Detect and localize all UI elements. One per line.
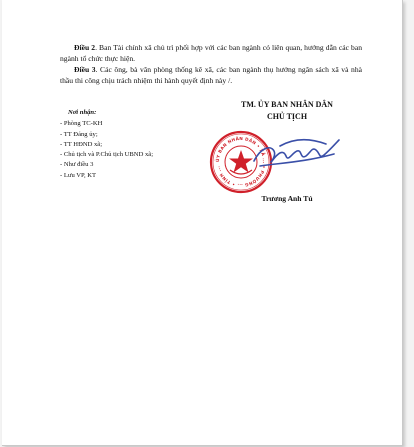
- decision-articles: [60, 42, 362, 86]
- article-text: . Ban Tài chính xã chủ trì phối hợp với các ban ngành có liên quan, hướng dẫn các ban ngành tổ chức thực hiện.: [60, 43, 363, 63]
- signer-name: Trương Anh Tú: [261, 194, 313, 203]
- article-label: Điều 3: [74, 65, 96, 74]
- recipients-list: [60, 119, 153, 181]
- recipient-item: - Chủ tịch và P.Chủ tịch UBND xã;: [60, 151, 154, 159]
- document-page: [2, 0, 403, 446]
- article-text: . Các ông, bà văn phòng thống kê xã, các ban ngành thụ hưởng ngân sách xã và nhà thầu thi công chịu trách nhiệm thi hành quyết định này /.: [60, 65, 362, 85]
- handwritten-signature-icon: [250, 134, 342, 176]
- signing-organization: TM. ỦY BAN NHÂN DÂN: [241, 100, 333, 109]
- recipients-heading: Nơi nhận:: [68, 109, 97, 116]
- article-2: [60, 42, 362, 64]
- recipient-item: - TT Đảng ủy;: [60, 130, 98, 138]
- recipient-item: - Như điều 3: [60, 161, 94, 169]
- article-label: Điều 2: [74, 43, 96, 52]
- svg-text:ỦY BAN NHÂN DÂN • XÃ ... • PHƯ: ỦY BAN NHÂN DÂN • XÃ ... • PHƯỜNG ... • TỈNH ...: [214, 135, 268, 189]
- recipient-item: - Lưu VP, KT: [60, 171, 97, 179]
- recipients-block: [60, 108, 153, 181]
- recipient-item: - Phòng TC-KH: [60, 120, 103, 128]
- recipient-item: - TT HĐND xã;: [60, 140, 103, 148]
- article-3: [60, 64, 362, 86]
- signer-role: CHỦ TỊCH: [266, 112, 308, 121]
